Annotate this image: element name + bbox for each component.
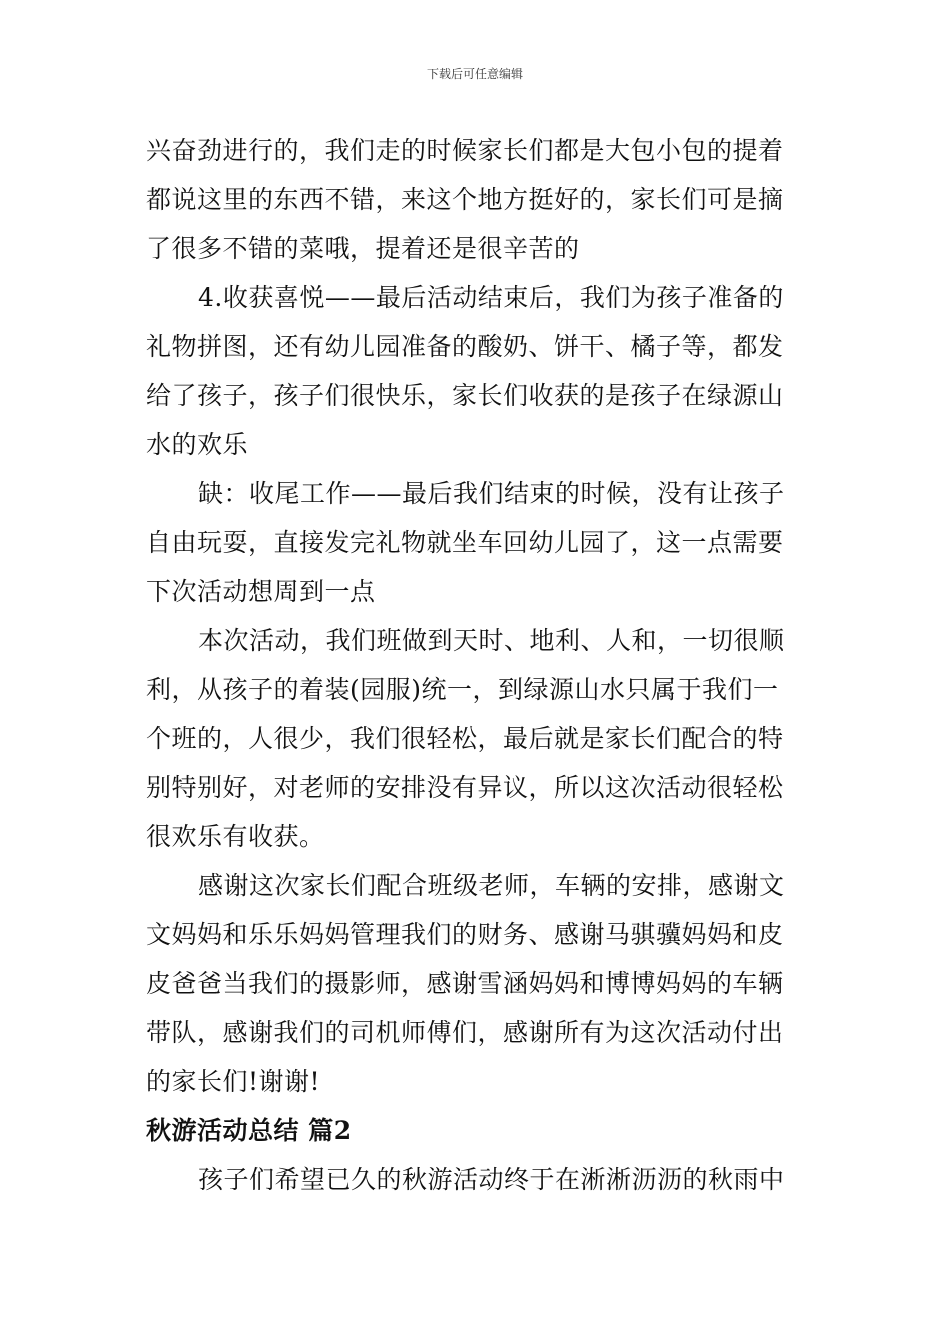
paragraph-line: 缺：收尾工作——最后我们结束的时候，没有让孩子 [198,479,785,508]
paragraph-3 [146,469,808,616]
paragraph-line: 水的欢乐 [146,430,249,459]
section-title: 秋游活动总结 篇2 [146,1116,352,1145]
paragraph-line: 别特别好，对老师的安排没有异议，所以这次活动很轻松 [146,773,784,802]
paragraph-line: 自由玩耍，直接发完礼物就坐车回幼儿园了，这一点需要 [146,528,784,557]
paragraph-line: 本次活动，我们班做到天时、地利、人和，一切很顺 [198,626,785,655]
paragraph-line: 给了孩子，孩子们很快乐，家长们收获的是孩子在绿源山 [146,381,784,410]
paragraph-2 [146,273,808,469]
paragraph-5 [146,861,808,1106]
paragraph-line: 很欢乐有收获。 [146,822,325,851]
paragraph-line: 带队，感谢我们的司机师傅们，感谢所有为这次活动付出 [146,1018,784,1047]
page-header: 下载后可任意编辑 [426,67,523,81]
paragraph-line: 利，从孩子的着装(园服)统一，到绿源山水只属于我们一 [146,675,779,704]
paragraph-line: 皮爸爸当我们的摄影师，感谢雪涵妈妈和博博妈妈的车辆 [146,969,784,998]
paragraph-line: 孩子们希望已久的秋游活动终于在淅淅沥沥的秋雨中 [198,1165,785,1194]
paragraph-line: 的家长们!谢谢! [146,1067,321,1096]
paragraph-line: 下次活动想周到一点 [146,577,376,606]
paragraph-line: 都说这里的东西不错，来这个地方挺好的，家长们可是摘 [146,185,784,214]
paragraph-line: 兴奋劲进行的，我们走的时候家长们都是大包小包的提着 [146,136,784,165]
paragraph-line: 礼物拼图，还有幼儿园准备的酸奶、饼干、橘子等，都发 [146,332,784,361]
paragraph-line: 了很多不错的菜哦，提着还是很辛苦的 [146,234,580,263]
paragraph-line: 感谢这次家长们配合班级老师，车辆的安排，感谢文 [198,871,785,900]
paragraph-4 [146,616,808,861]
paragraph-line: 个班的，人很少，我们很轻松，最后就是家长们配合的特 [146,724,784,753]
paragraph-line: 4.收获喜悦——最后活动结束后，我们为孩子准备的 [198,283,784,312]
paragraph-1 [146,126,808,273]
paragraph-6 [146,1155,808,1204]
paragraph-line: 文妈妈和乐乐妈妈管理我们的财务、感谢马骐骥妈妈和皮 [146,920,784,949]
document-body [146,126,808,1204]
